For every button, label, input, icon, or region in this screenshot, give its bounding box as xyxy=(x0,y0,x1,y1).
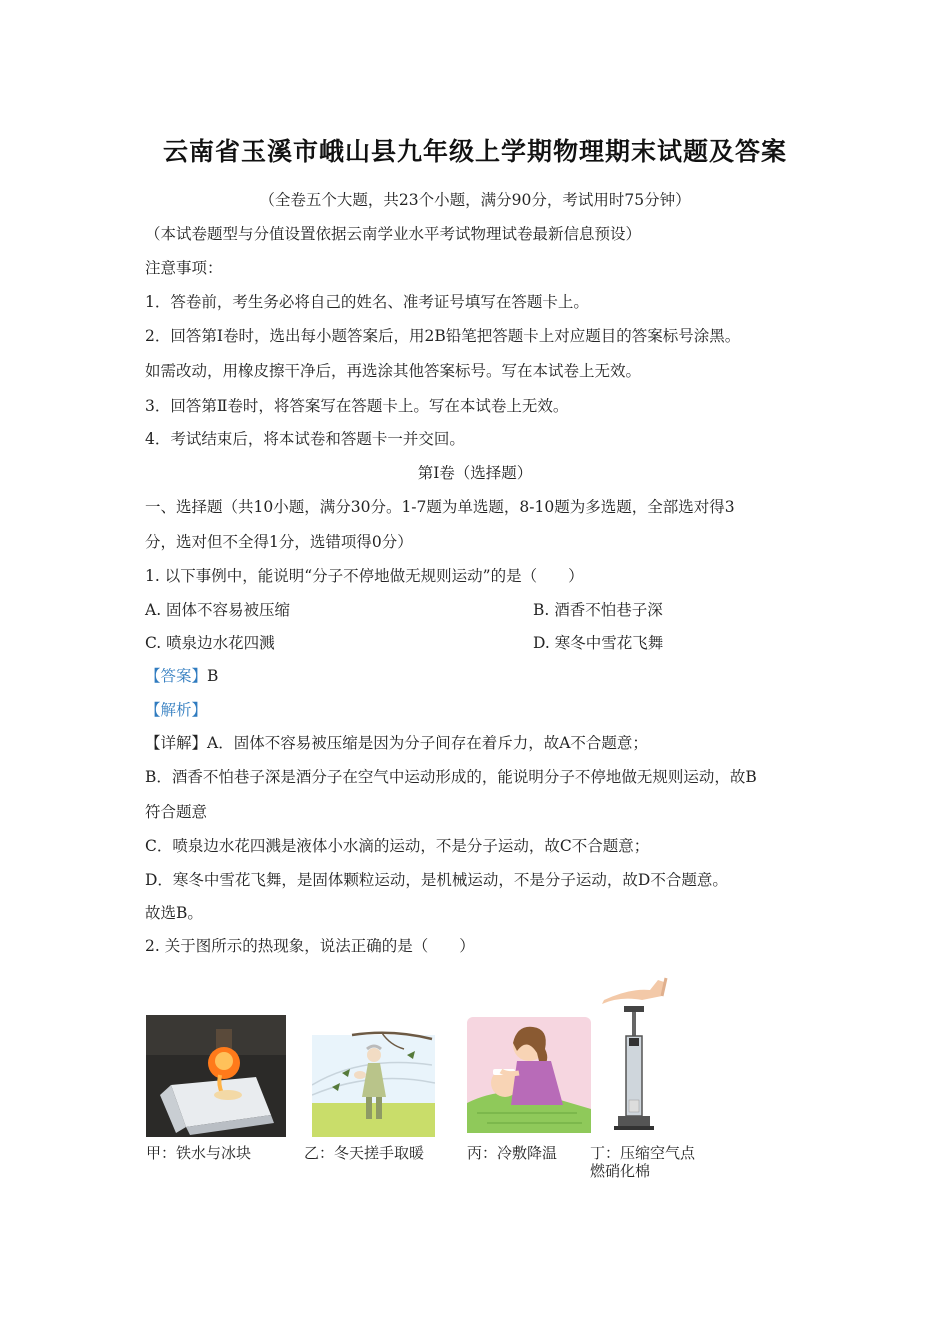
figure-caption-ding-line2: 燃硝化棉 xyxy=(590,1162,651,1180)
option-b: B. 酒香不怕巷子深 xyxy=(533,601,663,619)
detail-text: C．喷泉边水花四溅是液体小水滴的运动，不是分子运动，故C不合题意； xyxy=(145,837,650,855)
detail-text: 故选B。 xyxy=(145,904,203,922)
option-c: C. 喷泉边水花四溅 xyxy=(145,634,275,652)
figure-caption-ding: 丁：压缩空气点 xyxy=(590,1144,696,1162)
answer-tag: 【答案】 xyxy=(145,667,208,685)
analysis-tag: 【解析】 xyxy=(145,701,208,719)
option-d: D. 寒冬中雪花飞舞 xyxy=(533,634,664,652)
air-compression-cylinder xyxy=(600,976,670,1136)
notice-item: 4．考试结束后，将本试卷和答题卡一并交回。 xyxy=(145,430,465,448)
part-instructions: 一、选择题（共10小题，满分30分。1-7题为单选题，8-10题为多选题，全部选对得3 xyxy=(145,498,735,516)
answer-line xyxy=(145,664,218,686)
notice-item: 2．回答第Ⅰ卷时，选出每小题答案后，用2B铅笔把答题卡上对应题目的答案标号涂黑。 xyxy=(145,327,741,345)
question-stem: 1. 以下事例中，能说明“分子不停地做无规则运动”的是（ ） xyxy=(145,567,584,585)
detail-tag: 【详解】 xyxy=(145,734,208,752)
detail-line xyxy=(145,731,648,753)
section-title: 第Ⅰ卷（选择题） xyxy=(417,464,533,482)
notice-item: 如需改动，用橡皮擦干净后，再选涂其他答案标号。写在本试卷上无效。 xyxy=(145,362,642,380)
molten-iron-ice-photo xyxy=(146,1015,286,1137)
figure-caption-yi: 乙：冬天搓手取暖 xyxy=(304,1144,425,1162)
exam-note: （本试卷题型与分值设置依据云南学业水平考试物理试卷最新信息预设） xyxy=(145,225,642,243)
question-stem: 2. 关于图所示的热现象，说法正确的是（ ） xyxy=(145,937,475,955)
analysis-line xyxy=(145,698,207,720)
part-instructions: 分，选对但不全得1分，选错项得0分） xyxy=(145,533,413,551)
notice-label: 注意事项： xyxy=(145,259,223,277)
rubbing-hands-illustration xyxy=(312,1025,435,1137)
detail-text: D．寒冬中雪花飞舞，是固体颗粒运动，是机械运动，不是分子运动，故D不合题意。 xyxy=(145,871,728,889)
figure-caption-jia: 甲：铁水与冰块 xyxy=(146,1144,252,1162)
option-a: A. 固体不容易被压缩 xyxy=(145,601,291,619)
figure-caption-bing: 丙：冷敷降温 xyxy=(467,1144,558,1162)
detail-text: 符合题意 xyxy=(145,803,208,821)
notice-item: 1．答卷前，考生务必将自己的姓名、准考证号填写在答题卡上。 xyxy=(145,293,589,311)
notice-item: 3．回答第Ⅱ卷时，将答案写在答题卡上。写在本试卷上无效。 xyxy=(145,397,569,415)
document-title: 云南省玉溪市峨山县九年级上学期物理期末试题及答案 xyxy=(162,137,787,166)
detail-text: B．酒香不怕巷子深是酒分子在空气中运动形成的，能说明分子不停地做无规则运动，故B xyxy=(145,768,757,786)
exam-subtitle: （全卷五个大题，共23个小题，满分90分，考试用时75分钟） xyxy=(259,191,691,209)
detail-text: A．固体不容易被压缩是因为分子间存在着斥力，故A不合题意； xyxy=(207,734,648,752)
answer-value: B xyxy=(207,667,219,685)
cold-compress-illustration xyxy=(467,1013,591,1137)
